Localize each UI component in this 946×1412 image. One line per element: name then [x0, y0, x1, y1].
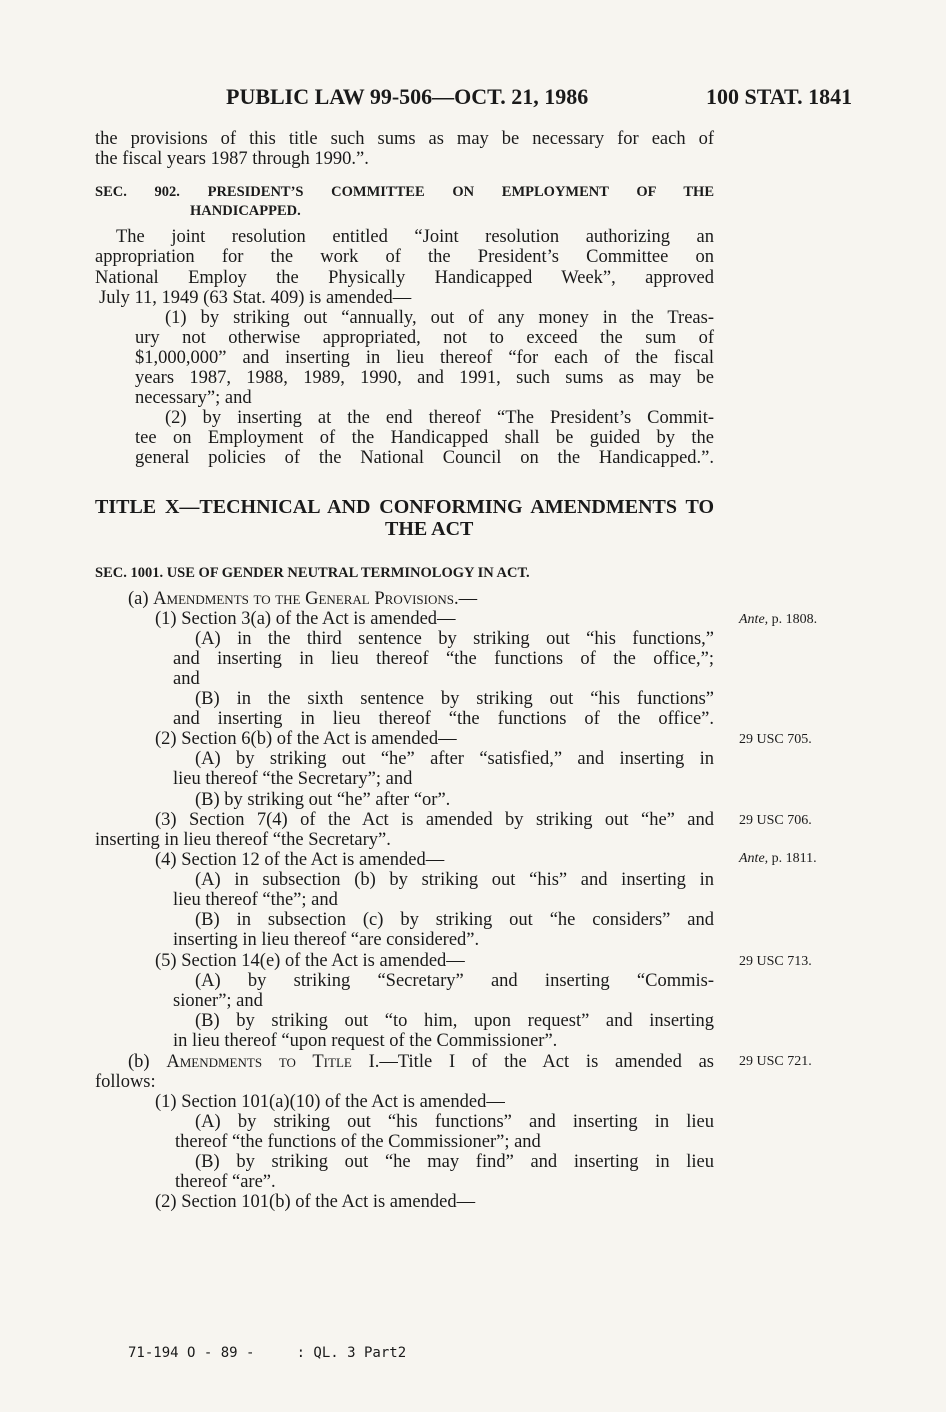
text-line: general policies of the National Council on the Handicapped.”.	[135, 448, 714, 468]
margin-note	[739, 731, 812, 749]
text-line: National Employ the Physically Handicapped Week”, approved	[95, 268, 714, 288]
margin-note	[739, 850, 817, 868]
text-line: (B) by striking out “to him, upon request” and inserting	[195, 1011, 714, 1031]
text-line: (1) by striking out “annually, out of any money in the Treas-	[165, 308, 714, 328]
text-line: thereof “the functions of the Commissioner”; and	[175, 1132, 541, 1152]
text-line: appropriation for the work of the President’s Committee on	[95, 247, 714, 267]
text-line: inserting in lieu thereof “are considered”.	[173, 930, 480, 950]
subsection-a-caps: Amendments to the General Provisions	[153, 589, 454, 609]
subsection-b-suffix: I.—Title I of the Act is amended as	[368, 1052, 715, 1072]
subsection-a-heading	[128, 589, 714, 609]
text-line: lieu thereof “the”; and	[173, 890, 338, 910]
text-line: lieu thereof “the Secretary”; and	[173, 769, 413, 789]
subsection-b-label: (b)	[128, 1052, 167, 1072]
text-line: (A) by striking out “his functions” and inserting in lieu	[195, 1112, 714, 1132]
margin-note-text: 29 USC 705.	[739, 732, 812, 747]
title-heading-line: THE ACT	[385, 518, 474, 540]
text-line: thereof “are”.	[175, 1172, 276, 1192]
text-line: (1) Section 3(a) of the Act is amended—	[155, 609, 456, 629]
text-line: and inserting in lieu thereof “the functions of the office”.	[173, 709, 714, 729]
text-line: (3) Section 7(4) of the Act is amended by striking out “he” and	[155, 810, 714, 830]
text-line: July 11, 1949 (63 Stat. 409) is amended—	[99, 288, 412, 308]
text-line: tee on Employment of the Handicapped shall be guided by the	[135, 428, 714, 448]
text-line: (2) Section 6(b) of the Act is amended—	[155, 729, 457, 749]
text-line: (4) Section 12 of the Act is amended—	[155, 850, 445, 870]
margin-note-text: p. 1808.	[768, 612, 818, 627]
text-line: necessary”; and	[135, 388, 252, 408]
section-heading-line: SEC. 902. PRESIDENT’S COMMITTEE ON EMPLOYMENT OF THE	[95, 184, 714, 200]
subsection-a-label: (a)	[128, 589, 154, 609]
text-line: $1,000,000” and inserting in lieu thereof “for each of the fiscal	[135, 348, 714, 368]
text-line: (B) in the sixth sentence by striking out “his functions”	[195, 689, 714, 709]
text-line: (A) in the third sentence by striking out “his functions,”	[195, 629, 714, 649]
text-line: (B) by striking out “he may find” and inserting in lieu	[195, 1152, 714, 1172]
subsection-b-caps: Amendments to Title	[166, 1052, 352, 1072]
text-line: sioner”; and	[173, 991, 263, 1011]
margin-note	[739, 812, 812, 830]
text-line: ury not otherwise appropriated, not to exceed the sum of	[135, 328, 714, 348]
text-line: The joint resolution entitled “Joint resolution authorizing an	[116, 227, 714, 247]
section-heading-line: SEC. 1001. USE OF GENDER NEUTRAL TERMINOLOGY IN ACT.	[95, 565, 530, 581]
text-line: (2) Section 101(b) of the Act is amended—	[155, 1192, 476, 1212]
text-line: years 1987, 1988, 1989, 1990, and 1991, such sums as may be	[135, 368, 714, 388]
footer-code: 71-194 O - 89 - : QL. 3 Part2	[128, 1345, 407, 1361]
running-header: PUBLIC LAW 99-506—OCT. 21, 1986	[226, 84, 589, 109]
text-line: (A) by striking out “he” after “satisfied,” and inserting in	[195, 749, 714, 769]
text-line: (A) in subsection (b) by striking out “his” and inserting in	[195, 870, 714, 890]
text-line: follows:	[95, 1072, 156, 1092]
page-stat-number: 100 STAT. 1841	[706, 84, 853, 109]
text-line: the fiscal years 1987 through 1990.”.	[95, 149, 369, 169]
margin-note-italic: Ante,	[739, 851, 769, 866]
section-heading-line: HANDICAPPED.	[190, 203, 301, 219]
text-line: (B) in subsection (c) by striking out “he considers” and	[195, 910, 714, 930]
text-line: inserting in lieu thereof “the Secretary”.	[95, 830, 391, 850]
text-line: (1) Section 101(a)(10) of the Act is amended—	[155, 1092, 505, 1112]
text-line: (2) by inserting at the end thereof “The President’s Commit-	[165, 408, 714, 428]
margin-note-text: 29 USC 713.	[739, 954, 812, 969]
text-line: in lieu thereof “upon request of the Commissioner”.	[173, 1031, 558, 1051]
margin-note	[739, 611, 817, 629]
title-heading-line: TITLE X—TECHNICAL AND CONFORMING AMENDMENTS TO	[95, 496, 714, 518]
margin-note	[739, 1053, 812, 1071]
subsection-a-suffix: .—	[454, 589, 478, 609]
margin-note-text: p. 1811.	[768, 851, 817, 866]
margin-note	[739, 953, 812, 971]
subsection-b-heading	[128, 1052, 714, 1072]
text-line: the provisions of this title such sums as may be necessary for each of	[95, 129, 714, 149]
text-line: and inserting in lieu thereof “the functions of the office,”;	[173, 649, 714, 669]
margin-note-text: 29 USC 706.	[739, 813, 812, 828]
margin-note-text: 29 USC 721.	[739, 1054, 812, 1069]
text-line: (A) by striking “Secretary” and inserting “Commis-	[195, 971, 714, 991]
margin-note-italic: Ante,	[739, 612, 769, 627]
text-line: and	[173, 669, 200, 689]
text-line: (B) by striking out “he” after “or”.	[195, 790, 451, 810]
text-line: (5) Section 14(e) of the Act is amended—	[155, 951, 465, 971]
